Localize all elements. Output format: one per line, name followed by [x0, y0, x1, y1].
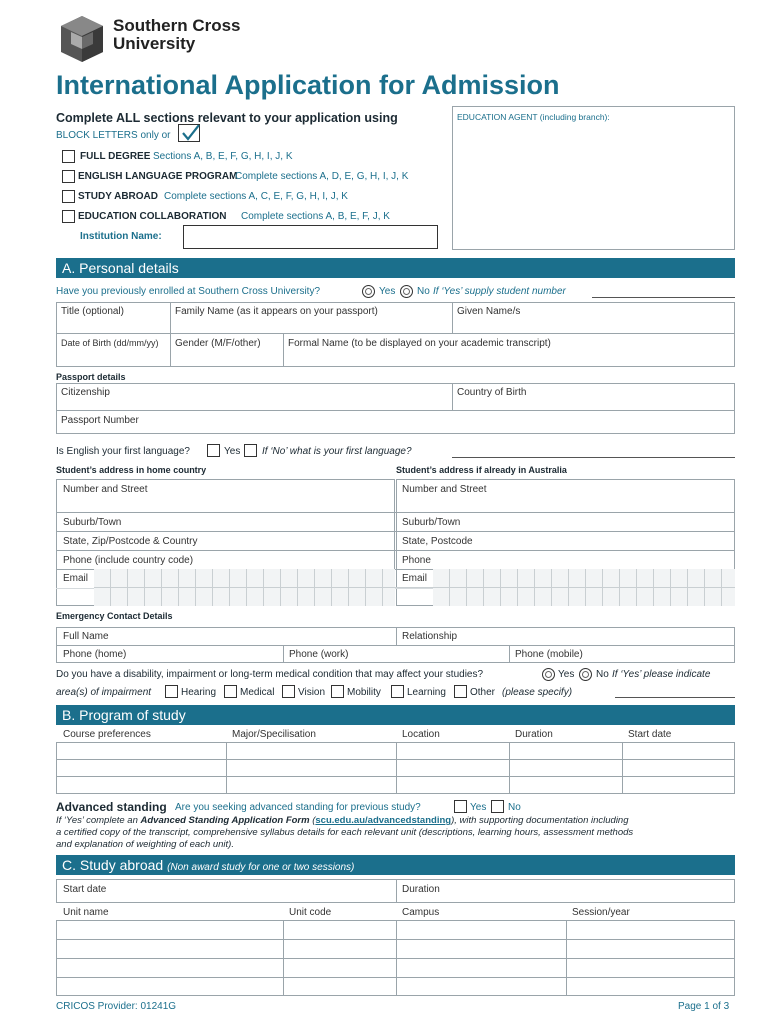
- adv-note-line2: a certified copy of the transcript, comprehensive syllabus details for each relevant unit (descriptions, learning hours, assessment methods: [56, 827, 634, 838]
- aus-phone-field[interactable]: Phone: [402, 555, 431, 566]
- emergency-relationship-field[interactable]: Relationship: [402, 631, 458, 642]
- col-campus: Campus: [402, 907, 440, 918]
- option-desc: Complete sections A, C, E, F, G, H, I, J, K: [164, 191, 348, 202]
- disability-yes-radio[interactable]: [542, 668, 555, 681]
- learning-label: Learning: [407, 687, 446, 698]
- areas-label: area(s) of impairment: [56, 687, 152, 698]
- first-language-input[interactable]: [452, 457, 735, 458]
- emergency-label: Emergency Contact Details: [56, 611, 173, 621]
- col-major: Major/Specilisation: [232, 729, 316, 740]
- passport-details-label: Passport details: [56, 372, 126, 382]
- option-desc: Complete sections A, D, E, G, H, I, J, K: [235, 171, 409, 182]
- adv-form-name: Advanced Standing Application Form: [140, 815, 310, 826]
- medical-checkbox[interactable]: [224, 685, 237, 698]
- option-education-collab: [62, 209, 452, 225]
- adv-note-line1: [56, 815, 629, 826]
- disability-no-radio[interactable]: [579, 668, 592, 681]
- vision-checkbox[interactable]: [282, 685, 295, 698]
- adv-no-label: No: [508, 802, 521, 813]
- option-english: [62, 169, 452, 185]
- home-suburb-field[interactable]: Suburb/Town: [63, 517, 122, 528]
- option-study-abroad: [62, 189, 452, 205]
- given-names-field[interactable]: Given Name/s: [457, 306, 521, 317]
- col-unit-name: Unit name: [63, 907, 109, 918]
- mobility-label: Mobility: [347, 687, 381, 698]
- yes-label: Yes: [379, 286, 396, 297]
- other-label: Other: [470, 687, 496, 698]
- prev-enrolled-question: Have you previously enrolled at Southern Cross University?: [56, 286, 321, 297]
- institution-input[interactable]: [183, 225, 438, 249]
- option-full-degree: [62, 149, 452, 165]
- adv-standing-link[interactable]: scu.edu.au/advancedstanding: [315, 815, 452, 826]
- option-name: FULL DEGREE: [80, 151, 151, 162]
- duration-field[interactable]: Duration: [402, 884, 440, 895]
- english-no-label: If ‘No’ what is your first language?: [262, 446, 412, 457]
- english-first-question: Is English your first language?: [56, 446, 190, 457]
- institution-label: Institution Name:: [80, 231, 162, 242]
- if-yes-student-label: If ‘Yes’ supply student number: [433, 286, 566, 297]
- option-checkbox[interactable]: [62, 190, 75, 203]
- emergency-phone-mobile-field[interactable]: Phone (mobile): [515, 649, 583, 660]
- note-paren: (: [312, 815, 316, 826]
- section-a-header: A. Personal details: [56, 258, 735, 278]
- option-desc: Complete sections A, B, E, F, J, K: [241, 211, 390, 222]
- hearing-checkbox[interactable]: [165, 685, 178, 698]
- section-b-header: B. Program of study: [56, 705, 735, 725]
- col-start-date: Start date: [628, 729, 672, 740]
- passport-grid: [56, 383, 735, 434]
- no-label: No: [417, 286, 430, 297]
- option-checkbox[interactable]: [62, 210, 75, 223]
- vision-label: Vision: [298, 687, 326, 698]
- disability-question: Do you have a disability, impairment or long-term medical condition that may affect your studies?: [56, 669, 484, 680]
- passport-number-field[interactable]: Passport Number: [61, 415, 139, 426]
- option-checkbox[interactable]: [62, 150, 75, 163]
- aus-suburb-field[interactable]: Suburb/Town: [402, 517, 461, 528]
- section-c-header: [56, 855, 735, 875]
- emergency-full-name-field[interactable]: Full Name: [63, 631, 109, 642]
- logo-shield-icon: [57, 14, 107, 64]
- personal-grid: [56, 302, 735, 367]
- adv-note-line3: and explanation of weighting of each unit).: [56, 839, 234, 850]
- education-agent-label: EDUCATION AGENT (including branch):: [457, 112, 610, 122]
- home-phone-field[interactable]: Phone (include country code): [63, 555, 194, 566]
- option-name: ENGLISH LANGUAGE PROGRAM: [78, 171, 238, 182]
- country-birth-field[interactable]: Country of Birth: [457, 387, 527, 398]
- intro-line1: Complete ALL sections relevant to your application using: [56, 111, 398, 125]
- adv-no-checkbox[interactable]: [491, 800, 504, 813]
- emergency-phone-home-field[interactable]: Phone (home): [63, 649, 127, 660]
- medical-label: Medical: [240, 687, 275, 698]
- mobility-checkbox[interactable]: [331, 685, 344, 698]
- prev-enrolled-yes-radio[interactable]: [362, 285, 375, 298]
- disability-indicate-label: If ‘Yes’ please indicate: [612, 669, 711, 680]
- col-location: Location: [402, 729, 440, 740]
- option-name: STUDY ABROAD: [78, 191, 159, 202]
- tick-icon: [178, 124, 200, 142]
- university-logo: [57, 14, 257, 64]
- cricos-provider: CRICOS Provider: 01241G: [56, 1001, 177, 1012]
- adv-yes-checkbox[interactable]: [454, 800, 467, 813]
- gender-field[interactable]: Gender (M/F/other): [175, 338, 261, 349]
- section-c-title: C. Study abroad: [62, 857, 164, 873]
- logo-text-line2: University: [113, 34, 196, 53]
- col-unit-code: Unit code: [289, 907, 332, 918]
- student-number-input[interactable]: [592, 297, 735, 298]
- logo-text-line1: Southern Cross: [113, 16, 241, 35]
- advanced-standing-question: Are you seeking advanced standing for previous study?: [175, 802, 421, 813]
- section-c-subtitle: (Non award study for one or two sessions): [167, 862, 355, 873]
- adv-yes-label: Yes: [470, 802, 487, 813]
- formal-name-field[interactable]: Formal Name (to be displayed on your academic transcript): [288, 338, 551, 349]
- option-checkbox[interactable]: [62, 170, 75, 183]
- col-session-year: Session/year: [572, 907, 630, 918]
- education-agent-field[interactable]: [452, 106, 735, 250]
- home-number-street-field[interactable]: Number and Street: [63, 484, 148, 495]
- disability-yes-label: Yes: [558, 669, 575, 680]
- option-name: EDUCATION COLLABORATION: [78, 211, 227, 222]
- prev-enrolled-no-radio[interactable]: [400, 285, 413, 298]
- aus-email-label: Email: [402, 573, 428, 584]
- english-no-checkbox[interactable]: [244, 444, 257, 457]
- note-text-end: ), with supporting documentation including: [451, 815, 629, 826]
- home-email-label: Email: [63, 573, 89, 584]
- disability-no-label: No: [596, 669, 609, 680]
- col-duration: Duration: [515, 729, 553, 740]
- other-specify-input[interactable]: [615, 697, 735, 698]
- page-number: Page 1 of 3: [678, 1001, 730, 1012]
- aus-state-field[interactable]: State, Postcode: [402, 536, 473, 547]
- learning-checkbox[interactable]: [391, 685, 404, 698]
- hearing-label: Hearing: [181, 687, 217, 698]
- citizenship-field[interactable]: Citizenship: [61, 387, 110, 398]
- title-field[interactable]: Title (optional): [61, 306, 124, 317]
- english-yes-checkbox[interactable]: [207, 444, 220, 457]
- aus-address-label: Student’s address if already in Australia: [396, 465, 567, 475]
- start-date-field[interactable]: Start date: [63, 884, 107, 895]
- advanced-standing-label: Advanced standing: [56, 800, 167, 814]
- home-state-field[interactable]: State, Zip/Postcode & Country: [63, 536, 198, 547]
- page-title: International Application for Admission: [56, 70, 560, 100]
- aus-number-street-field[interactable]: Number and Street: [402, 484, 487, 495]
- intro-line2: BLOCK LETTERS only or: [56, 130, 171, 141]
- home-address-label: Student’s address in home country: [56, 465, 207, 475]
- other-checkbox[interactable]: [454, 685, 467, 698]
- english-yes-label: Yes: [224, 446, 241, 457]
- specify-label: (please specify): [502, 687, 573, 698]
- family-name-field[interactable]: Family Name (as it appears on your passport): [175, 306, 378, 317]
- emergency-phone-work-field[interactable]: Phone (work): [289, 649, 349, 660]
- dob-field[interactable]: Date of Birth (dd/mm/yy): [61, 338, 159, 348]
- col-course-preferences: Course preferences: [63, 729, 151, 740]
- option-desc: Sections A, B, E, F, G, H, I, J, K: [153, 151, 293, 162]
- note-text: If ‘Yes’ complete an: [56, 815, 138, 826]
